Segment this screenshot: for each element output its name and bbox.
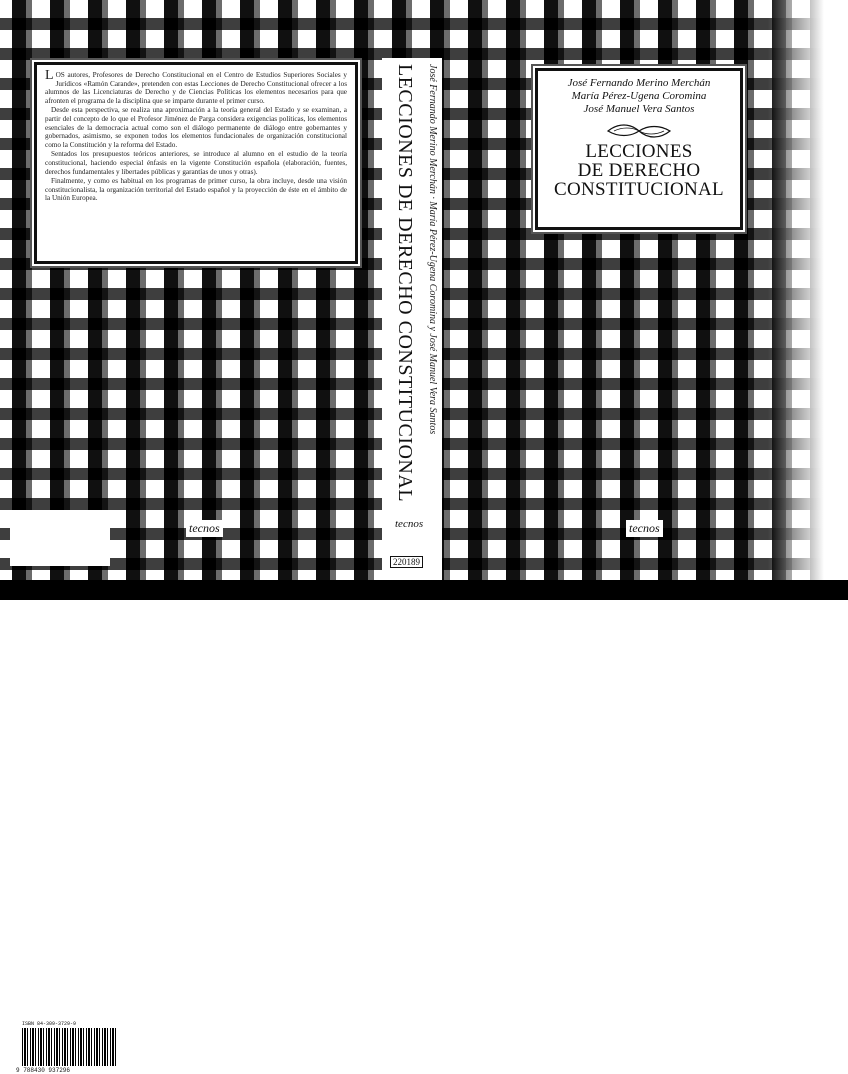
spine-authors: José Fernando Merino Merchán · María Pérez-Ugena Coromina y José Manuel Vera Santos <box>427 64 438 435</box>
page-margin <box>768 0 848 580</box>
back-publisher-logo: tecnos <box>186 520 223 537</box>
blurb-paragraph: Sentados los presupuestos teóricos anteriores, se introduce al alumno en el estudio de la teoría constitucional, haciendo especial énfasis en la vigente Constitución española (elaboración, fuentes, derechos fundamentales y libertades públicas y garantías de unos y otras). <box>45 150 347 176</box>
barcode-number: 9 788430 937296 <box>16 1067 71 1074</box>
barcode-area <box>10 510 110 1074</box>
scan-edge-band <box>0 580 848 600</box>
author-name: José Manuel Vera Santos <box>583 103 695 115</box>
front-authors <box>538 77 740 116</box>
front-title-line: DE DERECHO <box>577 160 701 181</box>
front-title-line: CONSTITUCIONAL <box>554 179 724 200</box>
front-publisher-logo: tecnos <box>626 520 663 537</box>
barcode-icon <box>22 1028 116 1066</box>
drop-cap: L <box>45 68 54 83</box>
blurb-paragraph: LOS autores, Profesores de Derecho Constitucional en el Centro de Estudios Superiores Sociales y Jurídicos «Ramón Carande», pretenden con estas Lecciones de Derecho Constitucional ofrecer a los alumnos de las Licenciaturas de Derecho y de Ciencias Políticas los elementos necesarios para que afronten el programa de la disciplina que se imparte durante el primer curso. <box>45 68 347 105</box>
isbn-label: ISBN 84-309-3729-9 <box>22 1021 77 1027</box>
front-cover-label <box>535 68 743 230</box>
blurb-paragraph: Finalmente, y como es habitual en los programas de primer curso, la obra incluye, desde una visión constitucionalista, la organización territorial del Estado español y la proyección de éste en el ámbito de la Unión Europea. <box>45 177 347 203</box>
front-title-line: LECCIONES <box>585 141 693 162</box>
spine-publisher-logo: tecnos <box>395 518 424 530</box>
blurb-paragraph: Desde esta perspectiva, se realiza una aproximación a la teoría general del Estado y se examinan, a partir del concepto de lo que el Profesor Jiménez de Parga considera exigencias políticas, los elementos esenciales de la democracia actual como son el diálogo permanente de diálogo entre gobernantes y gobernados, asimismo, se exponen todos los elementos fundacionales de organización constitucional como la Constitución y la reforma del Estado. <box>45 106 347 149</box>
author-name: José Fernando Merino Merchán <box>567 77 711 89</box>
author-name: María Pérez-Ugena Coromina <box>571 90 707 102</box>
spine-title: LECCIONES DE DERECHO CONSTITUCIONAL <box>394 64 416 503</box>
spine-code: 220189 <box>390 556 423 568</box>
back-cover-blurb <box>34 62 358 264</box>
ornament-icon <box>604 122 674 140</box>
